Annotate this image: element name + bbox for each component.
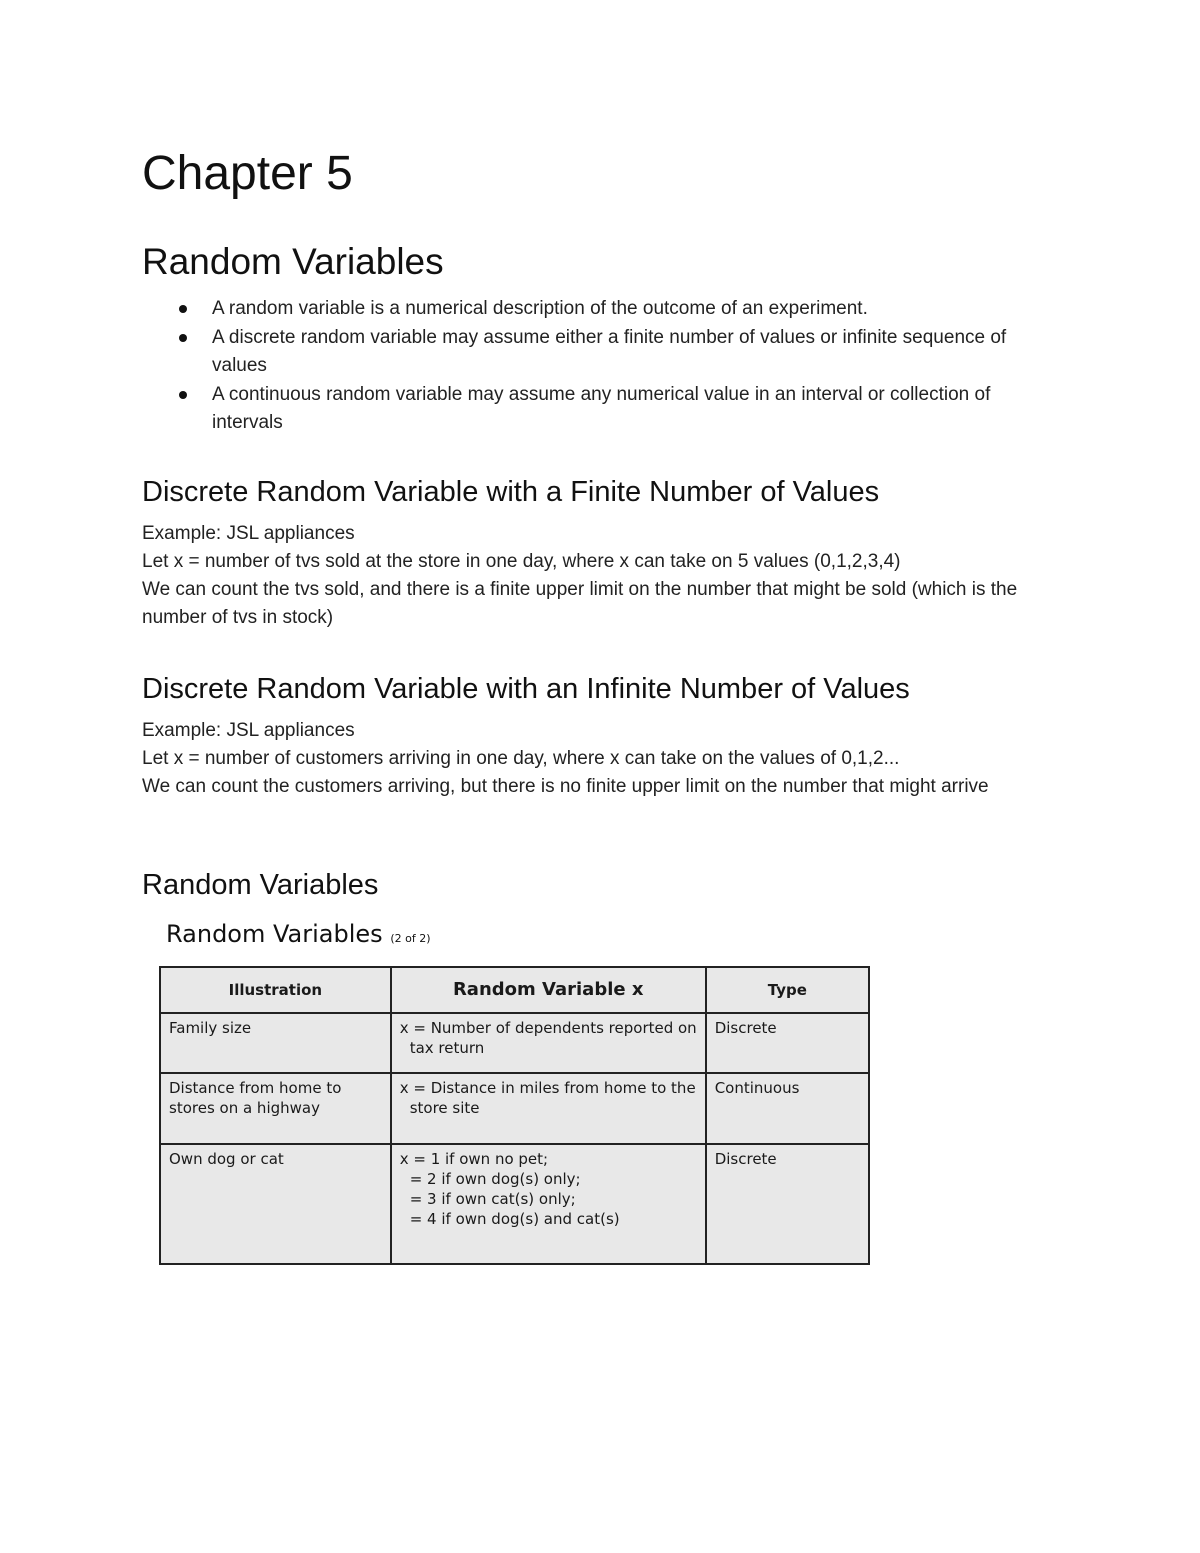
heading-random-variables: Random Variables: [142, 241, 444, 282]
random-variables-table: [159, 966, 870, 1265]
explanation-line: We can count the tvs sold, and there is a finite upper limit on the number that might be sold (which is the number of tvs in stock): [142, 579, 1018, 628]
embedded-slide-image: [142, 912, 882, 1272]
table-row: [160, 1013, 869, 1073]
variable-line: tax return: [409, 1039, 485, 1057]
explanation-line: We can count the customers arriving, but there is no finite upper limit on the number that might arrive: [142, 776, 989, 797]
bullet-dot-icon: [179, 334, 187, 342]
finite-example-text: [142, 520, 1062, 632]
variable-line: x = 1 if own no pet;: [399, 1150, 549, 1168]
illustration-cell: Own dog or cat: [160, 1144, 391, 1264]
column-header-random-variable: Random Variable x: [391, 967, 706, 1013]
list-item: [142, 295, 1042, 324]
variable-line: x = Distance in miles from home to the: [399, 1079, 696, 1097]
bullet-dot-icon: [179, 305, 187, 313]
bullet-text: A continuous random variable may assume any numerical value in an interval or collection of intervals: [212, 383, 991, 433]
bullet-text: A discrete random variable may assume either a finite number of values or infinite sequence of values: [212, 326, 1007, 376]
slide-title-text: Random Variables: [166, 920, 383, 948]
type-cell: Discrete: [706, 1144, 869, 1264]
definition-line: Let x = number of customers arriving in one day, where x can take on the values of 0,1,2...: [142, 748, 900, 769]
list-item: [142, 324, 1042, 381]
column-header-type: Type: [706, 967, 869, 1013]
type-cell: Discrete: [706, 1013, 869, 1073]
table-row: [160, 1144, 869, 1264]
definitions-list: [142, 295, 1042, 438]
illustration-cell: Family size: [160, 1013, 391, 1073]
slide-title-suffix: (2 of 2): [390, 932, 431, 945]
variable-line: = 4 if own dog(s) and cat(s): [409, 1210, 620, 1228]
type-cell: Continuous: [706, 1073, 869, 1144]
example-label: Example: JSL appliances: [142, 720, 355, 741]
column-header-illustration: Illustration: [160, 967, 391, 1013]
variable-line: x = Number of dependents reported on: [399, 1019, 697, 1037]
variable-cell: [391, 1144, 706, 1264]
variable-cell: [391, 1013, 706, 1073]
heading-finite-values: Discrete Random Variable with a Finite Number of Values: [142, 476, 880, 508]
list-item: [142, 381, 1042, 438]
chapter-title: Chapter 5: [142, 147, 353, 200]
heading-random-variables-table: Random Variables: [142, 869, 379, 901]
slide-title: [166, 920, 431, 948]
infinite-example-text: [142, 717, 1062, 801]
variable-line: = 2 if own dog(s) only;: [409, 1170, 581, 1188]
table-row: [160, 1073, 869, 1144]
variable-line: store site: [409, 1099, 480, 1117]
table-header-row: [160, 967, 869, 1013]
heading-infinite-values: Discrete Random Variable with an Infinite Number of Values: [142, 673, 910, 705]
bullet-text: A random variable is a numerical description of the outcome of an experiment.: [212, 298, 868, 319]
definition-line: Let x = number of tvs sold at the store in one day, where x can take on 5 values (0,1,2,3,4): [142, 551, 901, 572]
example-label: Example: JSL appliances: [142, 523, 355, 544]
variable-line: = 3 if own cat(s) only;: [409, 1190, 576, 1208]
illustration-cell: Distance from home to stores on a highway: [160, 1073, 391, 1144]
variable-cell: [391, 1073, 706, 1144]
bullet-dot-icon: [179, 391, 187, 399]
